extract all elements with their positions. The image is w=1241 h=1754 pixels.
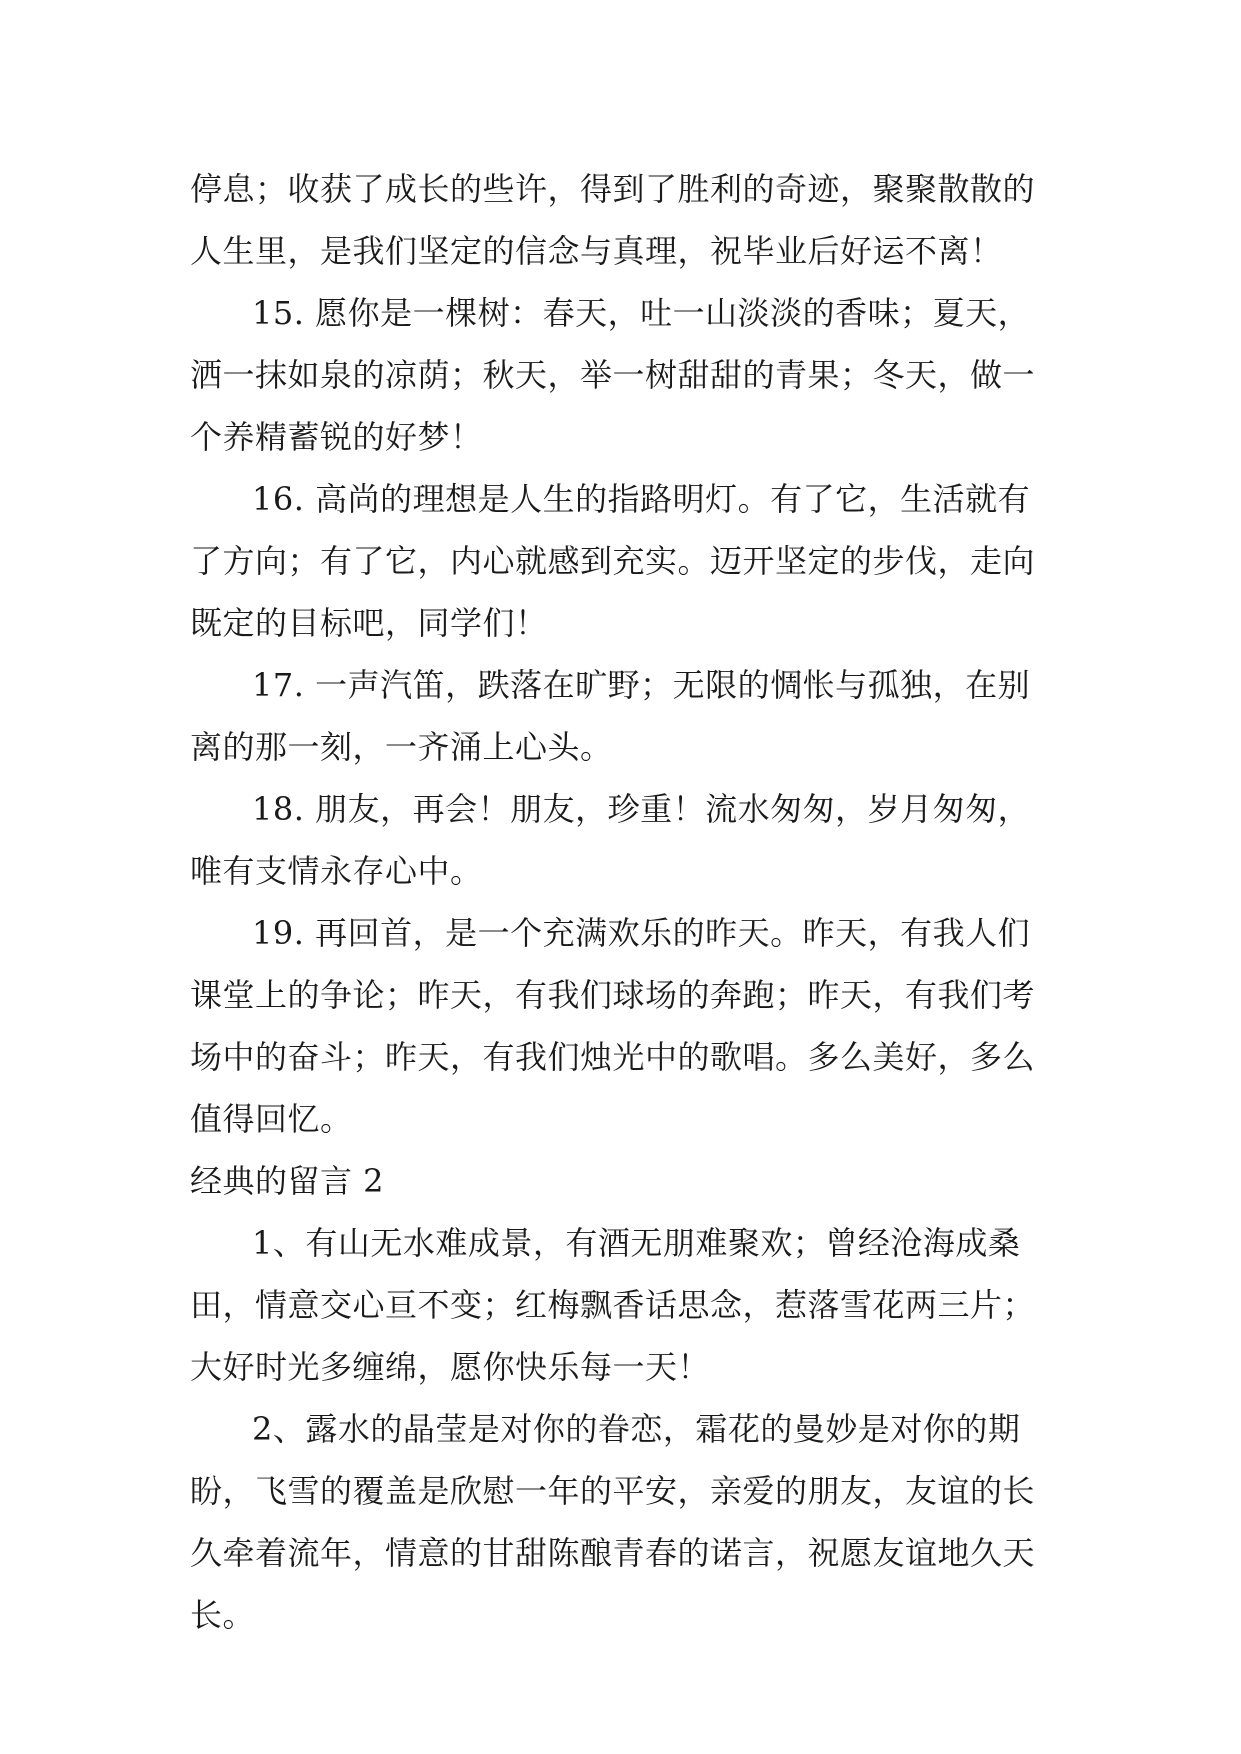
text-line: 离的那一刻，一齐涌上心头。 [190, 728, 613, 766]
section-heading: 经典的留言 2 [190, 1162, 385, 1200]
text-line: 人生里，是我们坚定的信念与真理，祝毕业后好运不离！ [190, 232, 1003, 270]
item-17-text: 17. 一声汽笛，跌落在旷野；无限的惆怅与孤独，在别 [252, 666, 1031, 704]
text-line: 盼，飞雪的覆盖是欣慰一年的平安，亲爱的朋友，友谊的长 [190, 1472, 1036, 1510]
item-15-text: 15. 愿你是一棵树：春天，吐一山淡淡的香味；夏天， [252, 294, 1031, 332]
item-1-text: 1、有山无水难成景，有酒无朋难聚欢；曾经沧海成桑 [252, 1224, 1021, 1262]
text-line: 唯有支情永存心中。 [190, 852, 483, 890]
text-line: 洒一抹如泉的凉荫；秋天，举一树甜甜的青果；冬天，做一 [190, 356, 1036, 394]
item-16-text: 16. 高尚的理想是人生的指路明灯。有了它，生活就有 [252, 480, 1031, 518]
text-line: 长。 [190, 1596, 256, 1634]
item-2-text: 2、露水的晶莹是对你的眷恋，霜花的曼妙是对你的期 [252, 1410, 1021, 1448]
text-line: 了方向；有了它，内心就感到充实。迈开坚定的步伐，走向 [190, 542, 1036, 580]
item-18-text: 18. 朋友，再会！朋友，珍重！流水匆匆，岁月匆匆， [252, 790, 1031, 828]
text-line: 停息；收获了成长的些许，得到了胜利的奇迹，聚聚散散的 [190, 170, 1036, 208]
document-body [190, 158, 1052, 1646]
text-line: 个养精蓄锐的好梦！ [190, 418, 483, 456]
text-line: 久牵着流年，情意的甘甜陈酿青春的诺言，祝愿友谊地久天 [190, 1534, 1036, 1572]
text-line: 既定的目标吧，同学们！ [190, 604, 548, 642]
text-line: 值得回忆。 [190, 1100, 353, 1138]
text-line: 田，情意交心亘不变；红梅飘香话思念，惹落雪花两三片； [190, 1286, 1036, 1324]
text-line: 大好时光多缠绵，愿你快乐每一天！ [190, 1348, 711, 1386]
text-line: 课堂上的争论；昨天，有我们球场的奔跑；昨天，有我们考 [190, 976, 1036, 1014]
text-line: 场中的奋斗；昨天，有我们烛光中的歌唱。多么美好，多么 [190, 1038, 1036, 1076]
item-19-text: 19. 再回首，是一个充满欢乐的昨天。昨天，有我人们 [252, 914, 1031, 952]
